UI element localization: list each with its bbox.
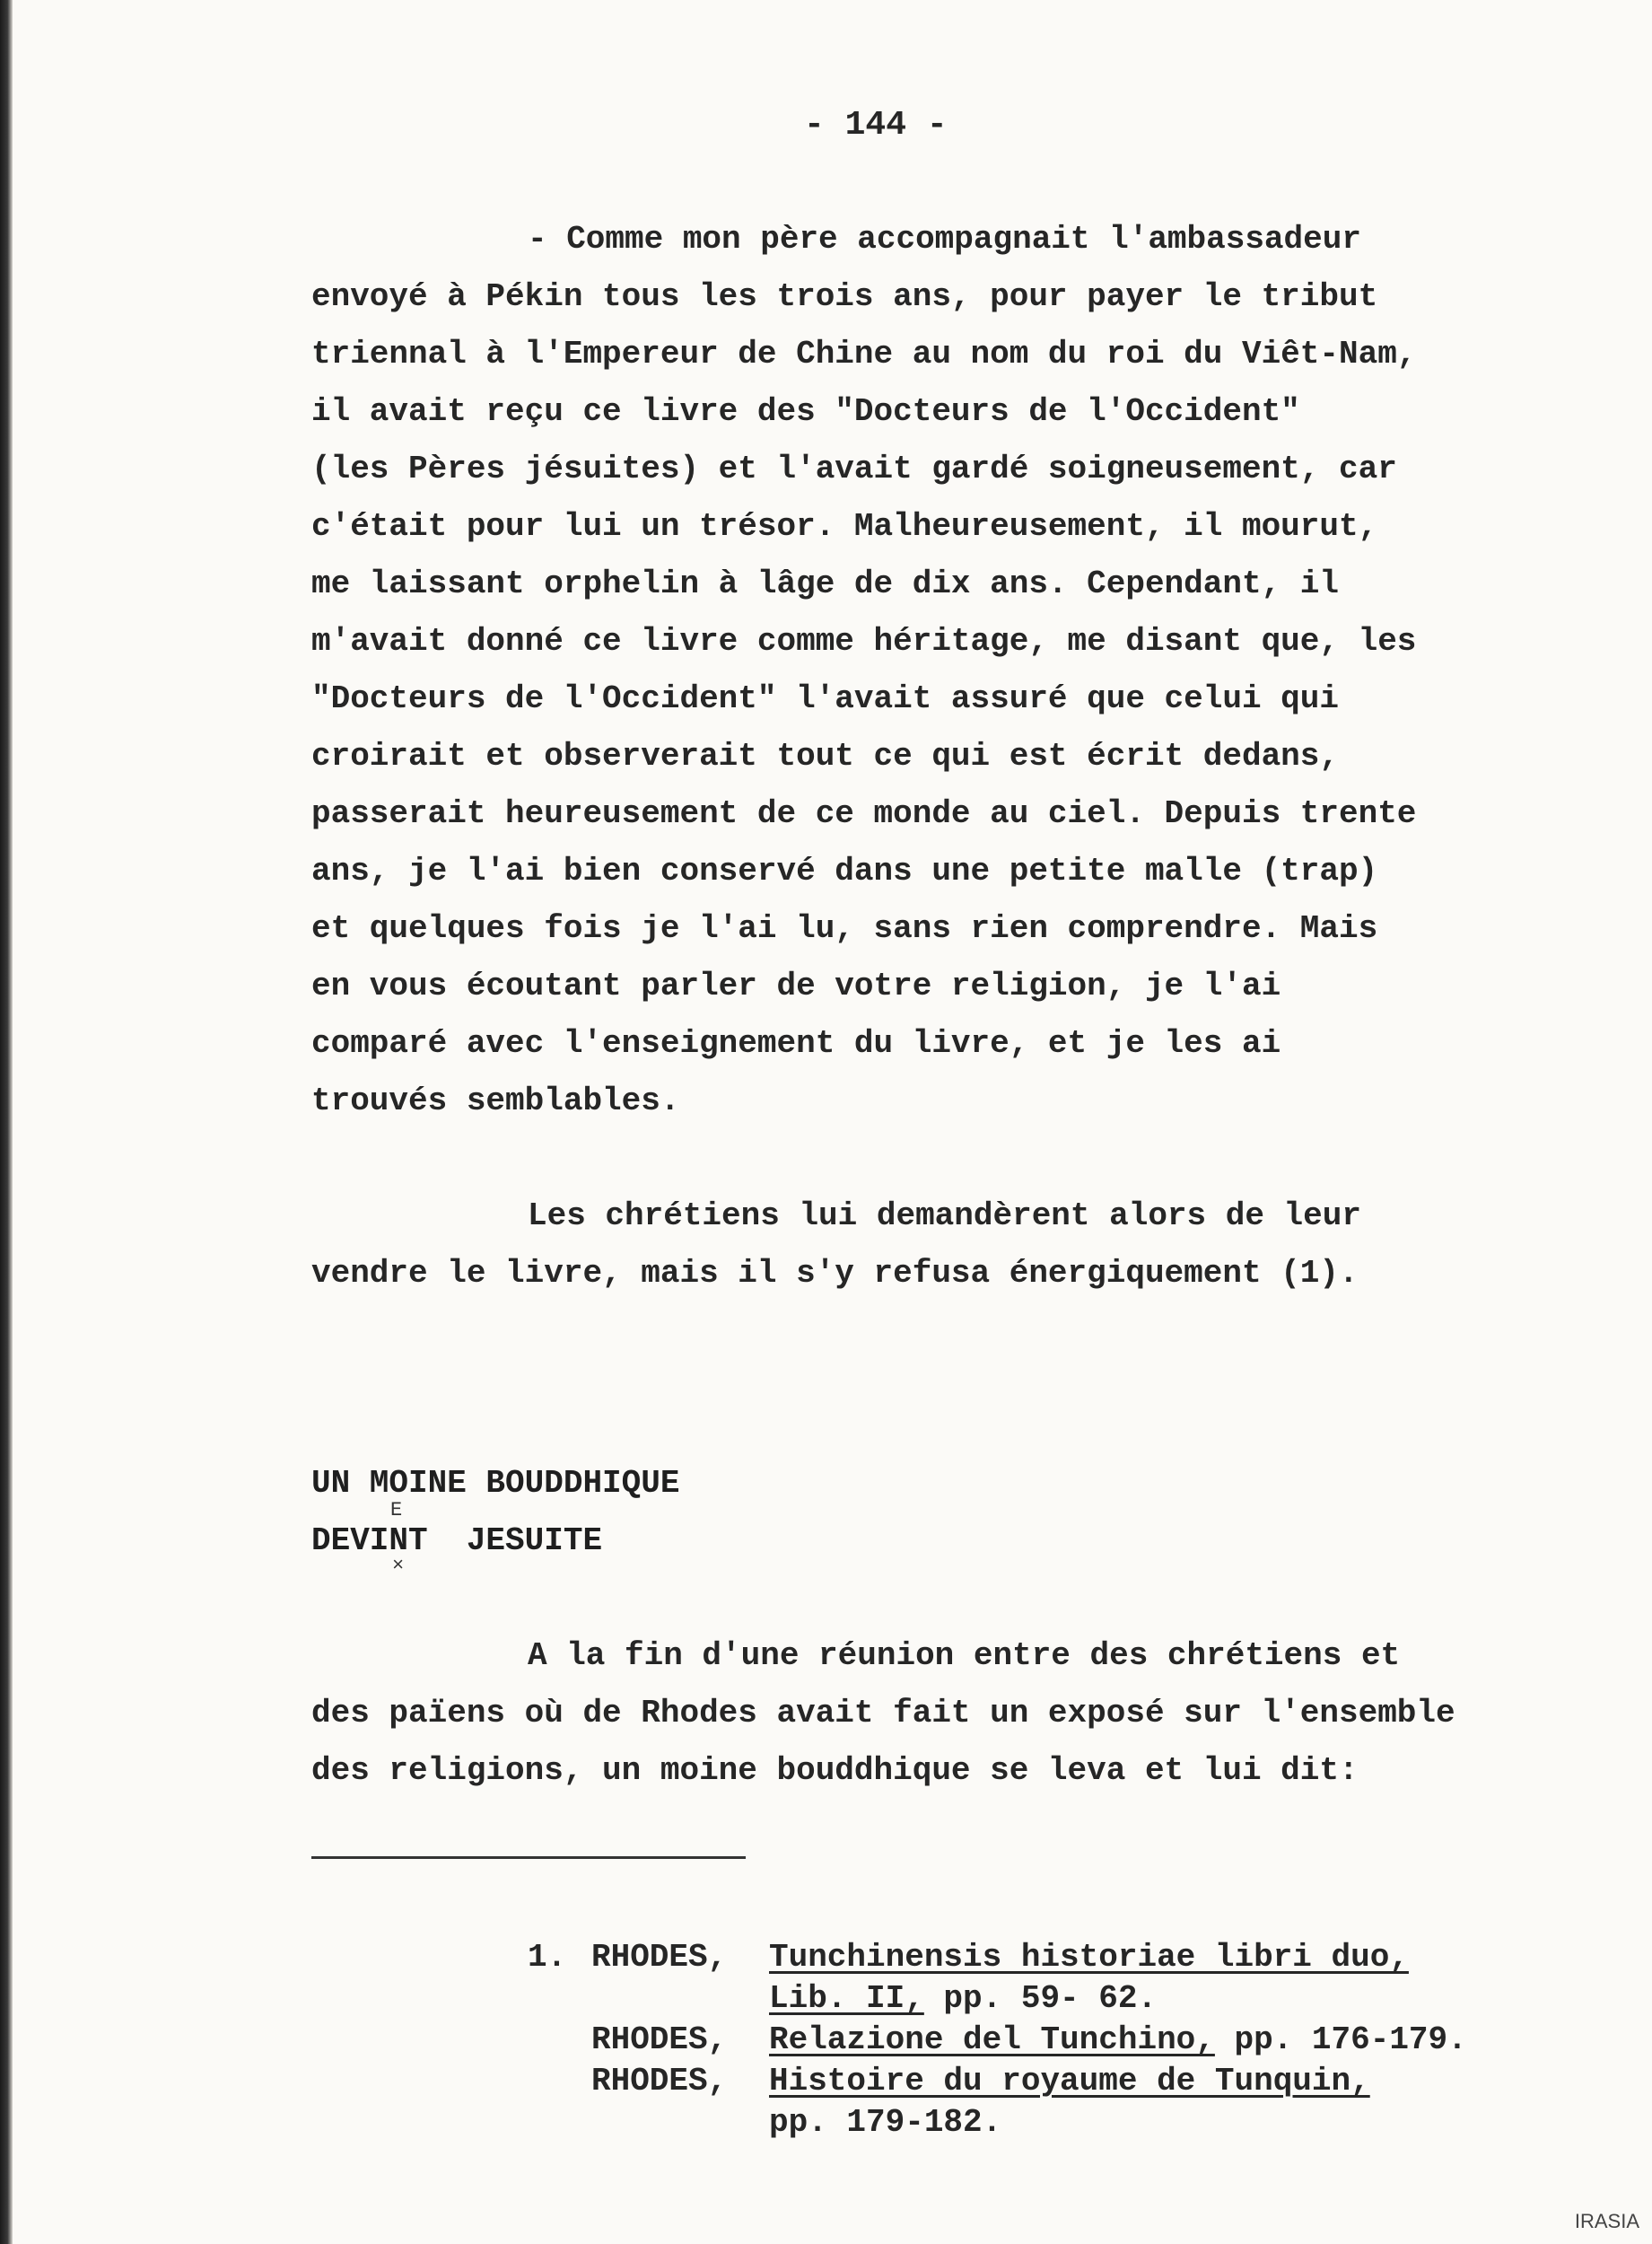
footnote-title: Relazione del Tunchino, bbox=[769, 2021, 1215, 2058]
paragraph-1-line: me laissant orphelin à lâge de dix ans. Cependant, il bbox=[311, 565, 1339, 602]
paragraph-1-line: ans, je l'ai bien conservé dans une petite malle (trap) bbox=[311, 853, 1378, 890]
paragraph-3-line: A la fin d'une réunion entre des chrétiens et bbox=[528, 1637, 1401, 1674]
paragraph-1-line: envoyé à Pékin tous les trois ans, pour payer le tribut bbox=[311, 278, 1378, 315]
paragraph-1-line: triennal à l'Empereur de Chine au nom du roi du Viêt-Nam, bbox=[311, 336, 1417, 373]
paragraph-1-line: il avait reçu ce livre des "Docteurs de l'Occident" bbox=[311, 393, 1300, 430]
footnote-title: Tunchinensis historiae libri duo, bbox=[769, 1939, 1409, 1976]
page-number: - 144 - bbox=[804, 106, 948, 145]
footnote-title-continued: Lib. II, bbox=[769, 1980, 924, 2017]
paragraph-1-line: et quelques fois je l'ai lu, sans rien comprendre. Mais bbox=[311, 910, 1378, 947]
section-heading-line-1: UN MOINE BOUDDHIQUE bbox=[311, 1465, 680, 1502]
binding-edge bbox=[0, 0, 13, 2244]
footnote-author: RHODES, bbox=[591, 2021, 728, 2058]
paragraph-1-line: c'était pour lui un trésor. Malheureusement, il mourut, bbox=[311, 508, 1378, 545]
footnote-pages: pp. 59- 62. bbox=[923, 1980, 1158, 2017]
paragraph-1-line: - Comme mon père accompagnait l'ambassadeur bbox=[528, 221, 1361, 258]
paragraph-1-line: croirait et observerait tout ce qui est écrit dedans, bbox=[311, 738, 1339, 775]
footnote-pages: pp. 176-179. bbox=[1214, 2021, 1467, 2058]
paragraph-3-line: des païens où de Rhodes avait fait un exposé sur l'ensemble bbox=[311, 1695, 1455, 1731]
footnote-title: Histoire du royaume de Tunquin, bbox=[769, 2063, 1370, 2099]
footnote-author: RHODES, bbox=[591, 1939, 728, 1976]
footnote-title-line2 bbox=[769, 1980, 1157, 2017]
paragraph-1-line: trouvés semblables. bbox=[311, 1083, 680, 1119]
footnote-pages: pp. 179-182. bbox=[769, 2104, 1002, 2141]
paragraph-1-line: passerait heureusement de ce monde au ciel. Depuis trente bbox=[311, 795, 1417, 832]
footnote-separator bbox=[311, 1856, 746, 1859]
correction-mark: E bbox=[390, 1499, 403, 1521]
footnote-entry-2 bbox=[769, 2021, 1467, 2058]
caret-mark: × bbox=[392, 1555, 405, 1577]
paragraph-1-line: "Docteurs de l'Occident" l'avait assuré que celui qui bbox=[311, 680, 1339, 717]
paragraph-1-line: comparé avec l'enseignement du livre, et je les ai bbox=[311, 1025, 1281, 1062]
paragraph-1-line: en vous écoutant parler de votre religion, je l'ai bbox=[311, 968, 1281, 1004]
section-heading-line-2: DEVINT JESUITE bbox=[311, 1522, 603, 1559]
paragraph-1-line: (les Pères jésuites) et l'avait gardé soigneusement, car bbox=[311, 451, 1397, 487]
watermark: IRASIA bbox=[1574, 2210, 1639, 2232]
paragraph-3-line: des religions, un moine bouddhique se leva et lui dit: bbox=[311, 1752, 1359, 1789]
footnote-author: RHODES, bbox=[591, 2063, 728, 2099]
paragraph-2-line: Les chrétiens lui demandèrent alors de leur bbox=[528, 1197, 1361, 1234]
paragraph-2-line: vendre le livre, mais il s'y refusa énergiquement (1). bbox=[311, 1255, 1359, 1292]
footnote-number: 1. bbox=[528, 1939, 567, 1976]
paragraph-1-line: m'avait donné ce livre comme héritage, me disant que, les bbox=[311, 623, 1417, 660]
